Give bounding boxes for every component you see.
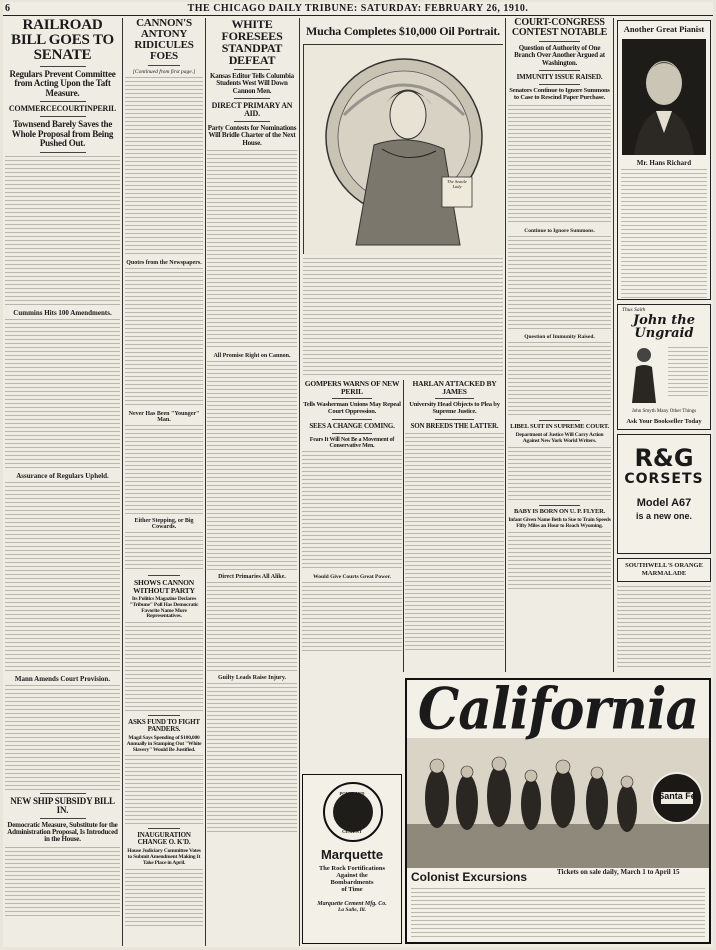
deck-railroad-bill: Regulars Prevent Committee from Acting Upon the Taft Measure. <box>9 69 116 98</box>
subhead-immunity: IMMUNITY ISSUE RAISED. <box>516 73 603 82</box>
divider <box>435 398 475 399</box>
ad-california-text <box>411 888 705 940</box>
section-assurance: Assurance of Regulars Upheld. <box>16 471 109 480</box>
divider <box>40 818 86 819</box>
article-text <box>207 582 297 672</box>
column-cannon <box>125 18 203 946</box>
portrait-caption: The Seattle Lady <box>446 179 468 189</box>
divider <box>40 101 86 102</box>
headline-harlan: HARLAN ATTACKED BY JAMES <box>412 380 497 396</box>
section-guilty-leads: Guilty Leads Raise Injury. <box>217 675 286 682</box>
column-rule <box>613 18 614 672</box>
ad-marquette-line3: Bombardments <box>330 879 374 886</box>
ad-john-byline: John Smyth Many Other Things <box>631 409 697 414</box>
divider <box>40 152 86 153</box>
article-text <box>207 361 297 571</box>
ad-corsets-brand: R&G <box>634 444 694 472</box>
deck-fears: Fears It Will Not Be a Movement of Conservative Men. <box>309 436 395 449</box>
ad-john-footer: Ask Your Bookseller Today <box>626 418 702 425</box>
article-text <box>125 532 203 572</box>
article-text <box>508 236 611 331</box>
section-immunity: Question of Immunity Raised. <box>524 333 595 340</box>
headline-cannon-antony: CANNON'S ANTONY RIDICULES FOES <box>134 18 194 62</box>
article-text <box>125 77 203 257</box>
headline-white-foresees: WHITE FORESEES STANDPAT DEFEAT <box>221 18 283 67</box>
article-text <box>508 342 611 417</box>
section-courts-power: Would Give Courts Great Power. <box>313 574 391 581</box>
headline-baby-born: BABY IS BORN ON U. P. FLYER. <box>513 507 606 515</box>
column-rule <box>122 18 123 946</box>
section-promise: All Promise Right on Cannon. <box>213 353 291 360</box>
article-text <box>5 319 120 469</box>
column-white-foresees <box>207 18 297 946</box>
newspaper-page <box>3 2 713 947</box>
ad-california-title: California <box>417 678 699 743</box>
ad-marquette-city: La Salle, Ill. <box>337 907 367 913</box>
divider <box>148 575 179 576</box>
headline-shows-cannon: SHOWS CANNON WITHOUT PARTY <box>133 578 195 595</box>
article-text <box>207 683 297 833</box>
divider <box>148 715 179 716</box>
ad-marquette-line2: Against the <box>336 872 368 879</box>
section-mann: Mann Amends Court Provision. <box>14 674 111 683</box>
deck-senators: Senators Continue to Ignore Summons to Case to Rescind Paper Purchase. <box>509 87 610 101</box>
divider <box>539 420 580 421</box>
section-direct-primaries: Direct Primaries All Alike. <box>218 574 286 581</box>
column-gompers <box>302 380 402 672</box>
deck-inauguration: House Judiciary Committee Votes to Submit Amendment Making It Take Place in April. <box>127 848 201 866</box>
article-text <box>405 433 504 653</box>
article-text <box>508 532 611 592</box>
subhead-direct-primary: DIRECT PRIMARY AN AID. <box>211 101 293 119</box>
deck-panders: Magd Says Spending of $100,000 Annually in Stamping Out "White Slavery" Would Be Justified. <box>126 735 202 753</box>
ad-misc-text <box>617 586 711 670</box>
article-text <box>508 447 611 502</box>
divider <box>148 65 179 66</box>
ad-marquette-company: Marquette Cement Mfg. Co. <box>317 901 387 907</box>
section-cummins: Cummins Hits 100 Amendments. <box>13 308 112 317</box>
figure-icon <box>624 345 664 405</box>
ad-pianist-title: Another Great Pianist <box>623 24 705 34</box>
article-text <box>5 685 120 790</box>
divider <box>148 828 179 829</box>
divider <box>539 70 580 71</box>
ad-thus-saith: Thus Saith <box>622 307 646 313</box>
ad-pianist-text <box>621 169 707 299</box>
column-rule <box>403 380 404 672</box>
portrait-headline-box <box>301 18 505 44</box>
ad-california-subtitle: Colonist Excursions <box>411 870 528 884</box>
headline-railroad-bill: RAILROAD BILL GOES TO SENATE <box>11 18 114 63</box>
article-text <box>302 451 402 571</box>
deck-authority: Question of Authority of One Branch Over Another Argued at Washington. <box>514 44 605 67</box>
cement-seal-icon <box>303 779 402 845</box>
deck-harlan: University Head Objects to Plea by Supreme Justice. <box>409 401 500 415</box>
seal-top-text: PORTLAND <box>339 791 365 796</box>
ad-southwell-text: SOUTHWELL'S ORANGE MARMALADE <box>625 562 703 577</box>
headline-mucha-portrait: Mucha Completes $10,000 Oil Portrait. <box>306 24 500 38</box>
column-railroad-bill <box>5 18 120 946</box>
ad-marquette <box>302 774 402 944</box>
headline-ship-subsidy: NEW SHIP SUBSIDY BILL IN. <box>10 795 115 815</box>
column-rule <box>299 18 300 946</box>
deck-party-contests: Party Contests for Nominations Will Bridle Charter of the Next House. <box>207 124 297 147</box>
column-rule <box>205 18 206 946</box>
deck-gompers: Tells Washerman Unions May Repeal Court Oppression. <box>303 401 401 415</box>
divider <box>539 84 580 85</box>
deck-ship-subsidy: Democratic Measure, Substitute for the Administration Proposal, Is Introduced in the House. <box>7 820 118 844</box>
divider <box>40 116 86 117</box>
headline-court-congress: COURT-CONGRESS CONTEST NOTABLE <box>511 18 608 38</box>
newspaper-title: THE CHICAGO DAILY TRIBUNE: SATURDAY: FEBRUARY 26, 1910. <box>187 3 529 14</box>
santa-fe-text: Santa Fe <box>658 791 696 801</box>
divider <box>332 419 372 420</box>
article-text <box>508 105 611 225</box>
ad-california <box>405 678 711 944</box>
portrait-illustration <box>303 44 503 254</box>
divider <box>40 66 86 67</box>
deck-baby-born: Infant Given Name Beth to Sue to Train Speeds Fifty Miles an Hour to Reach Wyoming. <box>508 517 611 529</box>
ad-california-tickets: Tickets on sale daily, March 1 to April 15 <box>557 868 680 876</box>
section-younger: Never Has Been "Younger" Man. <box>128 411 200 423</box>
ad-corsets-word: CORSETS <box>624 471 704 487</box>
article-text <box>207 150 297 350</box>
ad-john-text <box>668 347 708 397</box>
article-text <box>5 482 120 672</box>
ad-pianist-name: Mr. Hans Richard <box>636 159 692 167</box>
headline-libel-suit: LIBEL SUIT IN SUPREME COURT. <box>510 422 609 430</box>
divider <box>234 121 270 122</box>
pianist-portrait-icon <box>618 37 710 157</box>
deck-libel-suit: Department of Justice Will Carry Action Against New York World Writers. <box>515 432 604 444</box>
ad-john-ungraid <box>617 304 711 430</box>
seal-bottom-text: CEMENT <box>342 829 362 834</box>
headline-inauguration: INAUGURATION CHANGE O. K'D. <box>137 831 191 847</box>
ad-marquette-line4: of Time <box>341 886 363 893</box>
masthead <box>3 2 713 16</box>
deck-white: Kansas Editor Tells Columbia Students West Will Down Cannon Men. <box>210 72 294 95</box>
ad-marquette-line1: The Rock Fortifications <box>318 865 386 872</box>
section-quotes: Quotes from the Newspapers. <box>126 260 202 266</box>
divider <box>40 793 86 794</box>
article-text <box>125 425 203 515</box>
subhead-son-breeds: SON BREEDS THE LATTER. <box>410 421 499 430</box>
headline-gompers: GOMPERS WARNS OF NEW PERIL <box>304 380 400 396</box>
ad-marquette-brand: Marquette <box>320 847 384 862</box>
page-number: 6 <box>5 3 11 14</box>
divider <box>234 69 270 70</box>
portrait-article <box>303 258 503 376</box>
subhead-sees-change: SEES A CHANGE COMING. <box>309 421 395 430</box>
divider <box>539 41 580 42</box>
continued-note: [Continued from first page.] <box>132 69 196 75</box>
divider <box>332 433 372 434</box>
article-text <box>125 869 203 929</box>
column-court-congress <box>508 18 611 672</box>
divider <box>332 398 372 399</box>
deck-townsend: Townsend Barely Saves the Whole Proposal from Being Pushed Out. <box>11 119 114 149</box>
article-text <box>125 268 203 408</box>
ad-john-title: John the Ungraid <box>633 313 695 341</box>
divider <box>539 505 580 506</box>
article-text <box>125 622 203 712</box>
santa-fe-logo <box>651 772 703 824</box>
article-text <box>5 847 120 917</box>
section-stepping: Either Stepping, or Big Cowards. <box>134 518 194 530</box>
ad-corsets-model: Model A67 <box>636 497 692 509</box>
column-rule <box>505 18 506 672</box>
ad-great-pianist <box>617 20 711 300</box>
article-text <box>125 755 203 825</box>
headline-panders: ASKS FUND TO FIGHT PANDERS. <box>128 718 200 734</box>
column-harlan <box>405 380 504 672</box>
divider <box>435 419 475 420</box>
article-text <box>5 156 120 306</box>
ad-corsets-tagline: is a new one. <box>635 511 693 521</box>
divider <box>234 98 270 99</box>
section-continue-ignore: Continue to Ignore Summons. <box>524 227 595 234</box>
deck-shows-cannon: Its Politics Magazine Declares "Tribune" Poll Has Democratic Favorite Name More Representatives. <box>129 596 199 620</box>
ad-corsets <box>617 434 711 554</box>
subhead-commerce-court: COMMERCECOURTINPERIL <box>8 104 117 114</box>
ad-southwell <box>617 558 711 582</box>
article-text <box>302 582 402 652</box>
